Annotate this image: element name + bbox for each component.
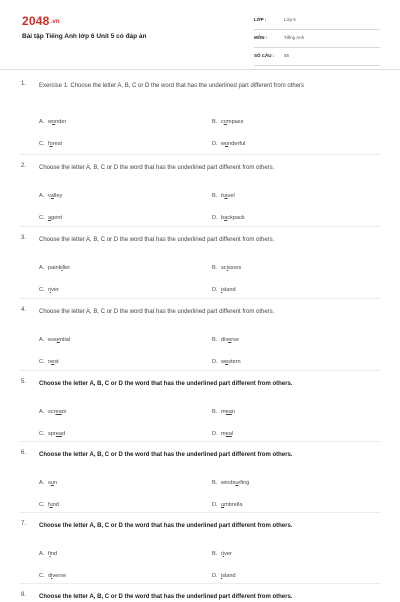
option-word	[48, 287, 59, 293]
word-part: vel	[227, 193, 235, 199]
option-letter: D.	[212, 359, 218, 365]
answer-option-a[interactable]	[39, 551, 57, 557]
answer-option-a[interactable]	[39, 265, 70, 271]
word-part: s	[48, 480, 51, 486]
word-part: mpass	[226, 119, 244, 125]
option-word	[221, 141, 245, 147]
word-part: n	[231, 409, 236, 415]
question-number: 3.	[21, 235, 27, 241]
option-word	[48, 265, 70, 271]
option-word	[48, 409, 66, 415]
word-part: paink	[48, 265, 62, 271]
answer-option-b[interactable]	[212, 480, 249, 486]
question-text: Choose the letter A, B, C or D the word that has the underlined part different from others.	[39, 381, 293, 387]
meta-label: SỐ CÂU :	[254, 53, 275, 58]
underlined-part: i	[221, 573, 223, 579]
question-number: 1.	[21, 81, 27, 87]
option-letter: D.	[212, 215, 218, 221]
underlined-part: ea	[225, 431, 232, 437]
answer-option-a[interactable]	[39, 337, 70, 343]
question-text: Choose the letter A, B, C or D the word that has the underlined part different from others.	[39, 309, 275, 315]
answer-option-c[interactable]	[39, 215, 62, 221]
word-part: ssors	[227, 265, 242, 271]
underlined-part: e	[225, 359, 229, 365]
word-part: verse	[52, 573, 67, 579]
word-part: f	[48, 551, 50, 557]
underlined-part: i	[49, 551, 51, 557]
word-part: ller	[62, 265, 71, 271]
option-letter: B.	[212, 409, 218, 415]
word-part: st	[54, 359, 59, 365]
word-part: d	[62, 431, 66, 437]
underlined-part: i	[61, 265, 63, 271]
answer-option-c[interactable]	[39, 573, 66, 579]
site-logo[interactable]	[22, 14, 60, 28]
underlined-part: i	[51, 573, 53, 579]
answer-option-a[interactable]	[39, 409, 66, 415]
answer-option-a[interactable]	[39, 119, 66, 125]
underlined-part: o	[52, 119, 56, 125]
question-divider	[20, 226, 380, 227]
word-part: n	[48, 359, 52, 365]
meta-label: LỚP :	[254, 17, 267, 22]
option-word	[48, 359, 59, 365]
word-part: f	[48, 141, 50, 147]
option-letter: A.	[39, 409, 45, 415]
word-part: rse	[231, 337, 240, 343]
option-letter: D.	[212, 287, 218, 293]
logo-tld: .vn	[50, 19, 60, 25]
answer-option-d[interactable]	[212, 431, 233, 437]
underlined-part: i	[221, 287, 223, 293]
answer-option-b[interactable]	[212, 193, 235, 199]
question-text: Choose the letter A, B, C or D the word that has the underlined part different from others.	[39, 165, 275, 171]
answer-option-c[interactable]	[39, 287, 59, 293]
word-part: ess	[48, 337, 57, 343]
option-letter: B.	[212, 551, 218, 557]
word-part: ver	[51, 287, 59, 293]
word-part: r	[48, 287, 50, 293]
answer-option-c[interactable]	[39, 141, 62, 147]
option-word	[221, 287, 236, 293]
word-part: m	[221, 409, 226, 415]
underlined-part: i	[222, 551, 225, 557]
underlined-part: i	[226, 265, 228, 271]
option-letter: D.	[212, 573, 218, 579]
word-part: sc	[221, 265, 227, 271]
meta-value: Lớp 6	[284, 17, 296, 22]
question-number: 4.	[21, 307, 27, 313]
question-number: 2.	[21, 163, 27, 169]
question-number: 5.	[21, 379, 27, 385]
option-letter: C.	[39, 215, 45, 221]
document-title: Bài tập Tiếng Anh lớp 6 Unit 5 có đáp án	[22, 33, 147, 40]
option-word	[48, 573, 66, 579]
question-divider	[20, 298, 380, 299]
question-text: Choose the letter A, B, C or D the word that has the underlined part different from others.	[39, 594, 293, 600]
answer-option-d[interactable]	[212, 502, 242, 508]
word-part: l	[231, 431, 234, 437]
word-part: sland	[222, 287, 236, 293]
option-letter: B.	[212, 265, 218, 271]
underlined-part: e	[56, 337, 60, 343]
answer-option-b[interactable]	[212, 337, 239, 343]
option-letter: A.	[39, 119, 45, 125]
word-part: nd	[50, 551, 58, 557]
question-divider	[20, 370, 380, 371]
word-part: stern	[228, 359, 241, 365]
underlined-part: o	[49, 141, 53, 147]
word-part: b	[221, 215, 225, 221]
page-header	[0, 0, 400, 62]
option-letter: B.	[212, 119, 218, 125]
option-letter: C.	[39, 431, 45, 437]
word-part: c	[221, 119, 224, 125]
answer-option-b[interactable]	[212, 551, 232, 557]
question-text: Choose the letter A, B, C or D the word that has the underlined part different from others.	[39, 237, 275, 243]
answer-option-a[interactable]	[39, 480, 57, 486]
word-part: w	[48, 119, 53, 125]
underlined-part: e	[51, 359, 55, 365]
document-meta	[254, 14, 380, 68]
option-letter: A.	[39, 193, 45, 199]
underlined-part: a	[48, 215, 52, 221]
option-word	[48, 141, 62, 147]
underlined-part: a	[224, 215, 228, 221]
word-part: ntial	[59, 337, 71, 343]
question-text: Choose the letter A, B, C or D the word that has the underlined part different from others.	[39, 452, 293, 458]
option-word	[221, 193, 235, 199]
option-word	[221, 431, 233, 437]
option-letter: C.	[39, 287, 45, 293]
underlined-part: a	[224, 193, 228, 199]
answer-option-d[interactable]	[212, 141, 245, 147]
word-part: m	[61, 409, 67, 415]
answer-option-d[interactable]	[212, 573, 236, 579]
answer-option-b[interactable]	[212, 119, 243, 125]
option-letter: D.	[212, 141, 218, 147]
word-part: d	[48, 573, 52, 579]
option-letter: D.	[212, 502, 218, 508]
meta-label: MÔN :	[254, 35, 268, 40]
meta-row-count	[254, 50, 380, 66]
word-part: mbrella	[224, 502, 243, 508]
word-part: m	[221, 431, 226, 437]
option-letter: C.	[39, 359, 45, 365]
option-letter: A.	[39, 337, 45, 343]
question-text: Exercise 1: Choose the letter A, B, C or D the word that has the underlined part different from others	[39, 83, 305, 89]
meta-row-subject	[254, 32, 380, 48]
answer-option-d[interactable]	[212, 215, 245, 221]
underlined-part: o	[223, 119, 227, 125]
question-number: 6.	[21, 450, 27, 456]
question-text: Choose the letter A, B, C or D the word that has the underlined part different from others.	[39, 523, 293, 529]
option-word	[48, 119, 66, 125]
word-part: nd	[52, 502, 59, 508]
word-part: w	[221, 359, 226, 365]
underlined-part: o	[225, 141, 229, 147]
header-divider	[0, 69, 400, 70]
meta-row-grade	[254, 14, 380, 30]
meta-value: Tiếng Anh	[284, 35, 305, 40]
option-word	[48, 502, 59, 508]
option-word	[221, 551, 232, 557]
meta-value: 55	[284, 53, 290, 58]
answer-option-a[interactable]	[39, 193, 62, 199]
word-part: winds	[221, 480, 236, 486]
option-word	[221, 409, 235, 415]
option-word	[221, 119, 243, 125]
word-part: ckpack	[227, 215, 245, 221]
question-number: 8.	[21, 592, 27, 598]
word-part: w	[221, 141, 226, 147]
word-part: tr	[221, 193, 225, 199]
option-letter: A.	[39, 551, 45, 557]
option-word	[221, 502, 242, 508]
answer-option-c[interactable]	[39, 431, 65, 437]
underlined-part: ea	[55, 409, 62, 415]
option-word	[221, 359, 241, 365]
option-word	[221, 480, 249, 486]
underlined-part: e	[228, 337, 232, 343]
option-word	[221, 573, 236, 579]
word-part: v	[48, 193, 51, 199]
option-word	[221, 337, 239, 343]
word-part: spr	[48, 431, 56, 437]
option-word	[48, 551, 57, 557]
option-word	[48, 193, 62, 199]
option-word	[48, 215, 62, 221]
answer-option-b[interactable]	[212, 409, 235, 415]
answer-option-d[interactable]	[212, 287, 236, 293]
question-divider	[20, 512, 380, 513]
option-letter: C.	[39, 502, 45, 508]
option-word	[221, 215, 245, 221]
question-divider	[20, 154, 380, 155]
underlined-part: a	[50, 193, 54, 199]
word-part: sland	[222, 573, 236, 579]
underlined-part: ea	[55, 431, 63, 437]
word-part: n	[53, 480, 58, 486]
word-part: rfing	[238, 480, 250, 486]
option-letter: A.	[39, 480, 45, 486]
option-letter: D.	[212, 431, 218, 437]
underlined-part: u	[221, 502, 225, 508]
option-letter: B.	[212, 337, 218, 343]
option-word	[48, 431, 65, 437]
answer-option-b[interactable]	[212, 265, 241, 271]
option-word	[221, 265, 241, 271]
option-letter: C.	[39, 141, 45, 147]
answer-option-c[interactable]	[39, 502, 59, 508]
option-word	[48, 480, 57, 486]
option-letter: B.	[212, 193, 218, 199]
option-letter: B.	[212, 480, 218, 486]
word-part: nder	[55, 119, 67, 125]
word-part: gent	[51, 215, 63, 221]
answer-option-c[interactable]	[39, 359, 59, 365]
question-number: 7.	[21, 521, 27, 527]
option-word	[48, 337, 70, 343]
word-part: r	[221, 551, 223, 557]
underlined-part: u	[49, 502, 53, 508]
underlined-part: u	[235, 480, 239, 486]
word-part: nderful	[228, 141, 246, 147]
underlined-part: i	[49, 287, 52, 293]
underlined-part: ea	[225, 409, 232, 415]
underlined-part: u	[50, 480, 54, 486]
word-part: scr	[48, 409, 56, 415]
answer-option-d[interactable]	[212, 359, 241, 365]
question-divider	[20, 441, 380, 442]
word-part: lley	[53, 193, 63, 199]
option-letter: A.	[39, 265, 45, 271]
word-part: rest	[52, 141, 63, 147]
word-part: div	[221, 337, 229, 343]
option-letter: C.	[39, 573, 45, 579]
question-divider	[20, 583, 380, 584]
word-part: f	[48, 502, 50, 508]
logo-brand: 2048	[22, 14, 50, 28]
word-part: ver	[224, 551, 232, 557]
